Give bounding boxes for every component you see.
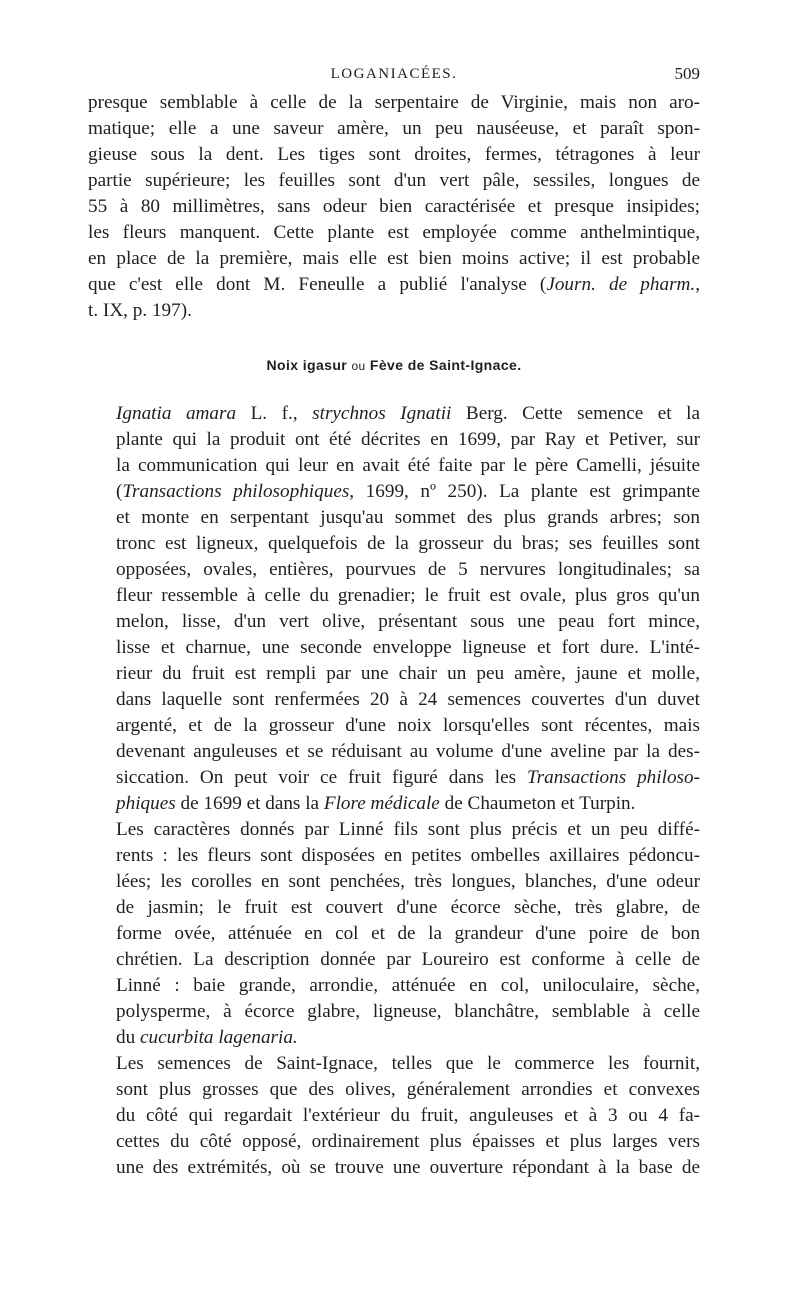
citation-journal: Transactions philosophiques,	[122, 481, 355, 502]
text-run: (	[116, 481, 123, 502]
text-line: en place de la première, mais elle est bien moins active; il est probable	[88, 248, 700, 269]
text-line: et monte en serpentant jusqu'au sommet des plus grands arbres; son	[116, 507, 700, 528]
text-line: t. IX, p. 197).	[88, 300, 192, 321]
paragraph-linne	[88, 817, 700, 1051]
book-page	[88, 62, 700, 1181]
taxon-name: strychnos Ignatii	[312, 403, 452, 424]
page-number: 509	[674, 64, 700, 83]
text-line	[88, 479, 700, 505]
text-line: Les caractères donnés par Linné fils sont plus précis et un peu diffé-	[116, 819, 700, 840]
text-run: du	[116, 1027, 140, 1048]
text-line: plante qui la produit ont été décrites en 1699, par Ray et Petiver, sur	[116, 429, 700, 450]
citation-journal: Journ. de pharm.	[546, 274, 696, 295]
text-line	[88, 1025, 700, 1051]
text-line	[88, 401, 700, 427]
text-run: siccation. On peut voir ce fruit figuré dans les	[116, 767, 528, 788]
text-line: 55 à 80 millimètres, sans odeur bien caractérisée et presque insipides;	[88, 196, 700, 217]
paragraph-continuation	[88, 90, 700, 324]
text-line	[88, 765, 700, 791]
text-line: les fleurs manquent. Cette plante est employée comme anthelmintique,	[88, 222, 700, 243]
text-line: lées; les corolles en sont penchées, très longues, blanches, d'une odeur	[116, 871, 700, 892]
paragraph-semences	[88, 1051, 700, 1181]
text-line: lisse et charnue, une seconde enveloppe ligneuse et fort dure. L'inté-	[116, 637, 700, 658]
heading-part: Noix igasur	[266, 357, 348, 373]
text-line: forme ovée, atténuée en col et de la grandeur d'une poire de bon	[116, 923, 700, 944]
text-line: polysperme, à écorce glabre, ligneuse, blanchâtre, semblable à celle	[116, 1001, 700, 1022]
text-run: de 1699 et dans la	[175, 793, 324, 814]
text-line: une des extrémités, où se trouve une ouverture répondant à la base de	[116, 1157, 700, 1178]
body-text	[88, 90, 700, 1181]
taxon-name: Ignatia amara	[116, 403, 237, 424]
heading-part: Fève de Saint-Ignace.	[369, 357, 522, 373]
citation-journal: phiques	[116, 793, 176, 814]
paragraph-ignatia	[88, 401, 700, 817]
text-line: cettes du côté opposé, ordinairement plus épaisses et plus larges vers	[116, 1131, 700, 1152]
text-line: rents : les fleurs sont disposées en petites ombelles axillaires pédoncu-	[116, 845, 700, 866]
text-line	[88, 272, 700, 298]
text-run: L. f.,	[236, 403, 313, 424]
text-line: Linné : baie grande, arrondie, atténuée en col, uniloculaire, sèche,	[116, 975, 700, 996]
citation-book: Flore médicale	[323, 793, 440, 814]
text-line: fleur ressemble à celle du grenadier; le fruit est ovale, plus gros qu'un	[116, 585, 700, 606]
text-run: Berg. Cette semence et la	[451, 403, 700, 424]
text-line: matique; elle a une saveur amère, un peu nauséeuse, et paraît spon-	[88, 118, 700, 139]
text-line	[88, 791, 700, 817]
text-line: presque semblable à celle de la serpentaire de Virginie, mais non aro-	[88, 92, 700, 113]
text-line: dans laquelle sont renfermées 20 à 24 semences couvertes d'un duvet	[116, 689, 700, 710]
text-line: du côté qui regardait l'extérieur du fruit, anguleuses et à 3 ou 4 fa-	[116, 1105, 700, 1126]
citation-journal: Transactions philoso-	[527, 767, 700, 788]
text-line: rieur du fruit est rempli par une chair un peu amère, jaune et molle,	[116, 663, 700, 684]
text-run: 1699, nº 250). La plante est grimpante	[354, 481, 700, 502]
running-title: LOGANIACÉES.	[330, 66, 458, 82]
text-line: argenté, et de la grosseur d'une noix lorsqu'elles sont récentes, mais	[116, 715, 700, 736]
section-heading	[88, 352, 700, 379]
heading-part: ou	[351, 359, 366, 373]
text-run: de Chaumeton et Turpin.	[439, 793, 636, 814]
text-line: devenant anguleuses et se réduisant au volume d'une aveline par la des-	[116, 741, 700, 762]
text-run: ,	[695, 274, 700, 295]
text-line: opposées, ovales, entières, pourvues de 5 nervures longitudinales; sa	[116, 559, 700, 580]
text-line: chrétien. La description donnée par Loureiro est conforme à celle de	[116, 949, 700, 970]
text-line: la communication qui leur en avait été faite par le père Camelli, jésuite	[116, 455, 700, 476]
text-line: gieuse sous la dent. Les tiges sont droites, fermes, tétragones à leur	[88, 144, 700, 165]
text-line: tronc est ligneux, quelquefois de la grosseur du bras; ses feuilles sont	[116, 533, 700, 554]
taxon-name: cucurbita lagenaria.	[139, 1027, 298, 1048]
text-line: sont plus grosses que des olives, généralement arrondies et convexes	[116, 1079, 700, 1100]
text-line: partie supérieure; les feuilles sont d'un vert pâle, sessiles, longues de	[88, 170, 700, 191]
text-line: de jasmin; le fruit est couvert d'une écorce sèche, très glabre, de	[116, 897, 700, 918]
text-line: melon, lisse, d'un vert olive, présentant sous une peau fort mince,	[116, 611, 700, 632]
text-run: que c'est elle dont M. Feneulle a publié l'analyse (	[88, 274, 547, 295]
text-line: Les semences de Saint-Ignace, telles que le commerce les fournit,	[116, 1053, 700, 1074]
running-header	[88, 62, 700, 90]
